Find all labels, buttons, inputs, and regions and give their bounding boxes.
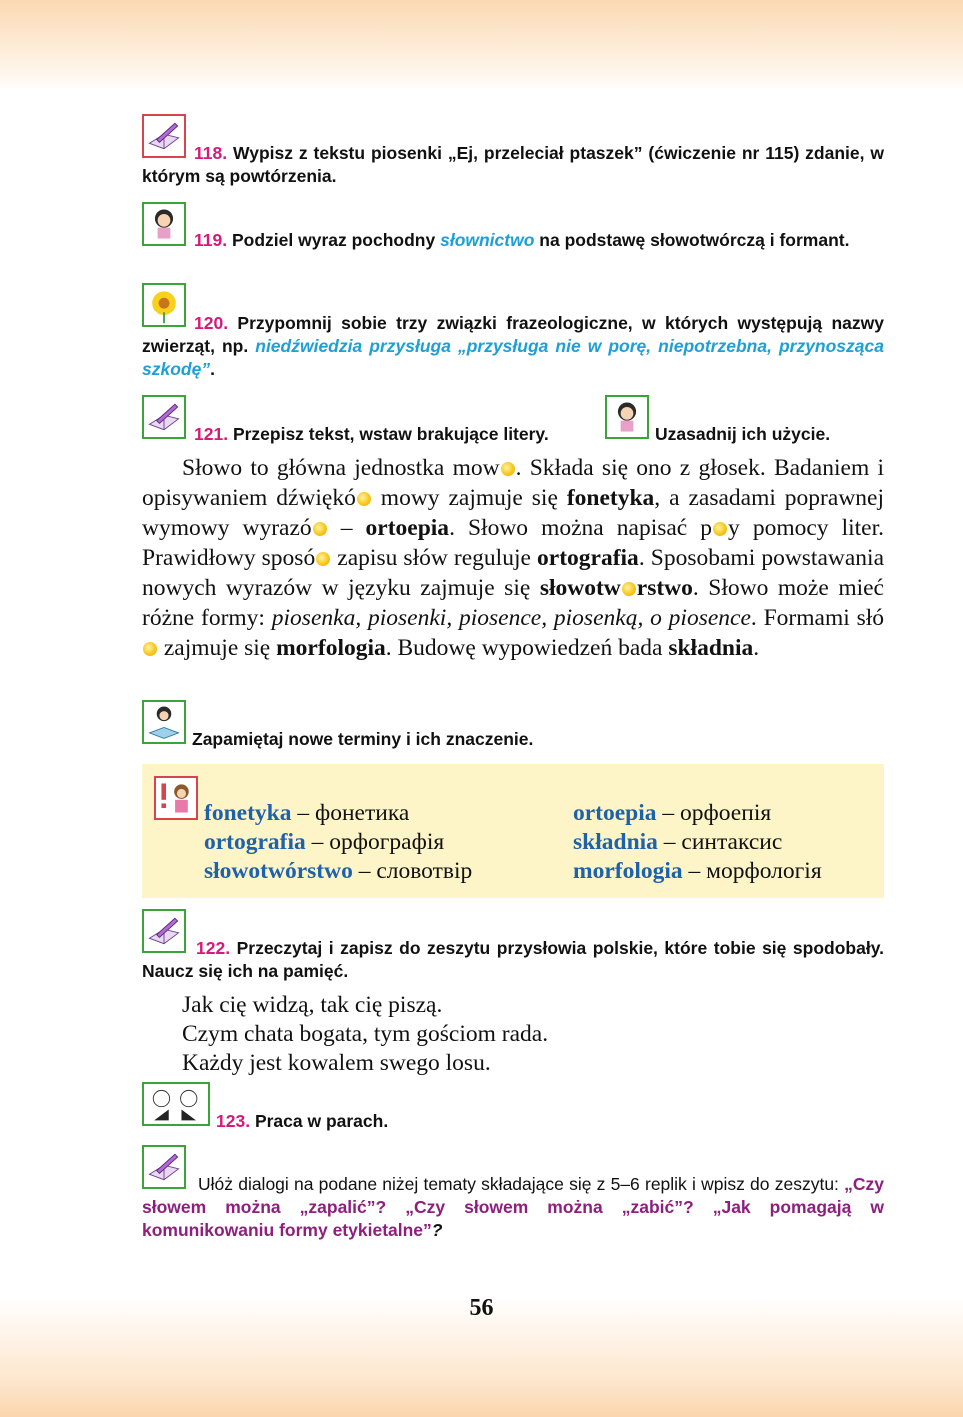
notebook-pencil-icon <box>142 395 186 439</box>
term-polish: słowotwórstwo <box>204 858 353 884</box>
term-ortoepia <box>573 798 771 828</box>
task-number: 120. <box>194 313 229 333</box>
task-keyword: słownictwo <box>440 230 535 250</box>
passage-text: – <box>327 515 366 541</box>
term-fonetyka <box>204 798 409 828</box>
task-123 <box>216 1110 616 1133</box>
passage <box>142 453 884 663</box>
term-bold: słowotw <box>539 575 621 601</box>
task-118 <box>142 142 884 188</box>
passage-text: y pomocy liter. Prawidłowy sposó <box>142 515 884 571</box>
term-polish: składnia <box>573 829 658 855</box>
missing-letter-dot <box>313 522 327 536</box>
word-forms: piosenka, piosenki, piosence, piosenką, o piosence <box>271 605 751 631</box>
page-number: 56 <box>469 1295 494 1321</box>
task-text: Podziel wyraz pochodny <box>231 230 436 250</box>
term-translation: – морфологія <box>682 858 822 884</box>
task-number: 121. <box>194 424 229 444</box>
pair-icon <box>142 1082 210 1126</box>
dialog-topics: „Czy słowem można „zapalić”? „Czy słowem można „zabić”? „Jak pomagają w komunikowaniu formy etykietalne” <box>142 1174 884 1240</box>
term-polish: fonetyka <box>204 800 292 826</box>
passage-text: . Sposobami powstawania nowych wyrazów w języku zajmuje się <box>142 545 885 601</box>
missing-letter-dot <box>357 492 371 506</box>
task-text: Wypisz z tekstu piosenki „Ej, przeleciał ptaszek” (ćwiczenie nr 115) zdanie, w którym są powtórzenia. <box>142 143 884 186</box>
term-polish: morfologia <box>573 858 683 884</box>
task-text: Przepisz tekst, wstaw brakujące litery. <box>232 424 549 444</box>
term-translation: – синтаксис <box>657 829 783 855</box>
exclamation-girl-icon <box>154 776 198 820</box>
terms-box <box>142 764 884 898</box>
term-bold: ortoepia <box>365 515 450 541</box>
passage-text: . Formami słó <box>750 605 884 631</box>
task-text: na podstawę słowotwórczą i formant. <box>539 230 850 250</box>
term-bold: składnia <box>668 635 754 661</box>
task-number: 123. <box>216 1111 251 1131</box>
term-translation: – орфоепія <box>656 800 772 826</box>
term-translation: – орфографія <box>305 829 445 855</box>
proverbs <box>182 991 548 1078</box>
term-slowotworstwo <box>204 856 472 886</box>
term-bold: rstwo <box>636 575 693 601</box>
remember-instruction: Zapamiętaj nowe terminy i ich znaczenie. <box>192 729 534 749</box>
passage-text: . Słowo można napisać p <box>449 515 713 541</box>
task-number: 119. <box>194 230 228 250</box>
term-bold: ortografia <box>537 545 639 571</box>
passage-text: mowy zajmuje się <box>371 485 567 511</box>
missing-letter-dot <box>622 582 636 596</box>
task-119 <box>142 229 884 252</box>
task-122 <box>142 937 884 983</box>
task-123-dialog <box>142 1173 884 1242</box>
proverb: Czym chata bogata, tym gościom rada. <box>182 1021 549 1047</box>
proverb: Każdy jest kowalem swego losu. <box>182 1050 491 1076</box>
term-ortografia <box>204 827 444 857</box>
term-skladnia <box>573 827 782 857</box>
missing-letter-dot <box>143 642 157 656</box>
passage-text: , a zasadami poprawnej wymowy wyrazó <box>142 485 884 541</box>
task-text: Przypomnij sobie trzy związki frazeologiczne, w których występują nazwy zwierząt, np. <box>142 313 884 356</box>
term-bold: fonetyka <box>566 485 655 511</box>
task-example: niedźwiedzia przysługa „przysługa nie w porę, niepotrzebna, przynosząca szkodę” <box>142 336 884 379</box>
passage-text: zajmuje się <box>158 635 277 661</box>
passage-text: . Budowę wypowiedzeń bada <box>385 635 669 661</box>
task-121 <box>194 423 614 446</box>
passage-text: . Słowo może mieć różne formy: <box>142 575 884 631</box>
missing-letter-dot <box>713 522 727 536</box>
task-120 <box>142 312 884 381</box>
task-number: 122. <box>196 938 231 958</box>
reading-girl-icon <box>142 700 186 744</box>
passage-text: . Składa się ono z głosek. Badaniem i opisywaniem dźwiękó <box>142 455 884 511</box>
task-text: Ułóż dialogi na podane niżej tematy składające się z 5–6 replik i wpisz do zeszytu: <box>198 1174 839 1194</box>
passage-text: zapisu słów reguluje <box>331 545 538 571</box>
term-bold: morfologia <box>276 635 386 661</box>
passage-text: Słowo to główna jednostka mow <box>182 455 500 481</box>
term-morfologia <box>573 856 822 886</box>
missing-letter-dot <box>316 552 330 566</box>
task-number: 118. <box>194 143 228 163</box>
passage-text: . <box>753 635 760 661</box>
girl-icon <box>605 395 649 439</box>
term-translation: – словотвір <box>352 858 473 884</box>
task-text: . <box>210 359 215 379</box>
term-polish: ortoepia <box>573 800 657 826</box>
task-text: Praca w parach. <box>254 1111 389 1131</box>
task-text: Przeczytaj i zapisz do zeszytu przysłowia polskie, które tobie się spodobały. Naucz się ich na pamięć. <box>142 938 884 981</box>
proverb: Jak cię widzą, tak cię piszą. <box>182 992 443 1018</box>
missing-letter-dot <box>501 462 515 476</box>
term-polish: ortografia <box>204 829 306 855</box>
task-text: ? <box>431 1220 443 1240</box>
task-121-part2: Uzasadnij ich użycie. <box>655 424 831 444</box>
term-translation: – фонетика <box>291 800 410 826</box>
page-header-band <box>0 0 963 90</box>
